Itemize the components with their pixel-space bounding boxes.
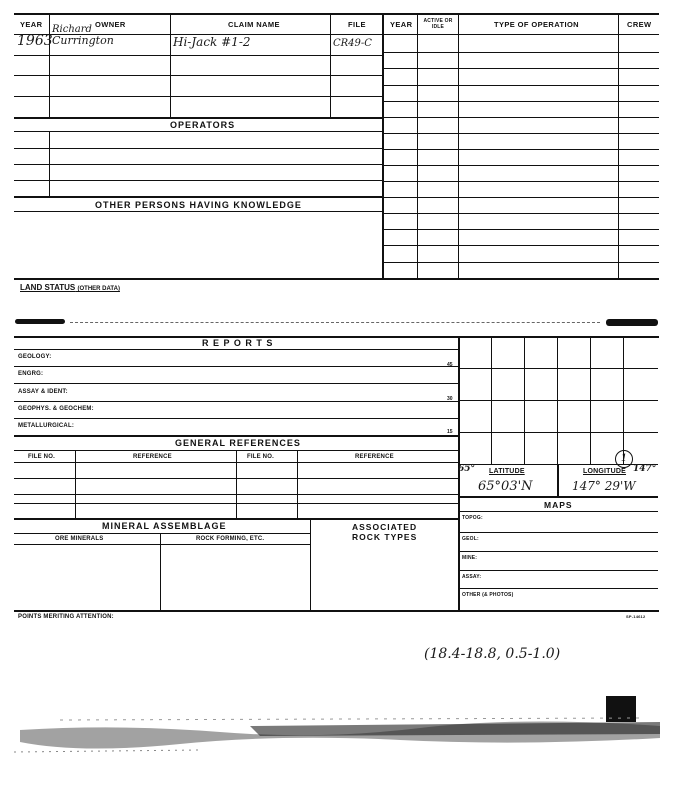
mineral-assemblage-heading: MINERAL ASSEMBLAGE	[102, 521, 227, 531]
row-rule	[14, 518, 458, 520]
row-rule	[382, 85, 659, 86]
lat-prefix: 65°	[458, 464, 476, 474]
top-border	[14, 13, 659, 15]
row-rule	[14, 55, 382, 56]
divider	[70, 322, 600, 323]
divider	[236, 450, 237, 518]
row-rule	[14, 96, 382, 97]
rock-forming-label: ROCK FORMING, ETC.	[196, 536, 265, 542]
entry-year: 1963	[17, 33, 53, 49]
row-rule	[382, 52, 659, 53]
report-assay: ASSAY & IDENT:	[18, 389, 68, 395]
maps-geol: GEOL:	[462, 536, 479, 542]
divider	[49, 13, 50, 117]
entry-owner-first: Richard	[52, 24, 92, 35]
grid-line	[458, 368, 658, 369]
longitude-suffix: 147°	[633, 464, 657, 474]
row-rule	[382, 229, 659, 230]
row-rule	[14, 180, 382, 181]
row-rule	[14, 418, 458, 419]
grid-number: 15	[447, 429, 453, 435]
divider	[170, 13, 171, 117]
reports-heading: R E P O R T S	[202, 338, 274, 348]
ref-reference-1: REFERENCE	[133, 454, 172, 460]
row-rule	[14, 383, 458, 384]
row-rule	[14, 211, 382, 212]
grid-number: 45	[447, 362, 453, 368]
rock-types-heading: ROCK TYPES	[352, 532, 418, 542]
col-owner: OWNER	[95, 20, 126, 29]
longitude-value: 147° 29'W	[572, 479, 636, 493]
row-rule	[14, 544, 310, 545]
report-geophys: GEOPHYS. & GEOCHEM:	[18, 406, 94, 412]
grid-number: 30	[447, 396, 453, 402]
row-rule	[14, 196, 382, 198]
maps-assay: ASSAY:	[462, 574, 482, 580]
row-rule	[458, 570, 658, 571]
entry-file: CR49-C	[333, 38, 372, 49]
divider	[310, 518, 311, 610]
row-rule	[382, 262, 659, 263]
row-rule	[458, 532, 658, 533]
maps-topog: TOPOG:	[462, 515, 483, 521]
report-engrg: ENGRG:	[18, 371, 44, 377]
longitude-label: LONGITUDE	[583, 468, 627, 475]
row-rule	[14, 349, 458, 350]
row-rule	[14, 503, 458, 504]
general-references-heading: GENERAL REFERENCES	[175, 438, 301, 448]
col-type-of-operation: TYPE OF OPERATION	[494, 20, 580, 29]
land-status-heading: LAND STATUS (OTHER DATA)	[20, 283, 120, 292]
divider	[557, 464, 559, 496]
row-rule	[382, 165, 659, 166]
row-rule	[14, 478, 458, 479]
divider-bar	[15, 319, 65, 324]
row-rule	[14, 278, 659, 280]
coordinate-annotation: (18.4-18.8, 0.5-1.0)	[424, 646, 561, 662]
divider	[75, 450, 76, 518]
row-rule	[14, 117, 382, 119]
row-rule	[382, 117, 659, 118]
row-rule	[382, 149, 659, 150]
latitude-label: LATITUDE	[489, 468, 525, 475]
divider	[160, 533, 161, 610]
maps-heading: MAPS	[544, 500, 573, 510]
row-rule	[458, 496, 658, 498]
ref-file-no-2: FILE NO.	[247, 454, 274, 460]
points-meriting-attention: POINTS MERITING ATTENTION:	[18, 614, 114, 620]
grid-line	[458, 400, 658, 401]
row-rule	[382, 101, 659, 102]
other-persons-heading: OTHER PERSONS HAVING KNOWLEDGE	[95, 200, 302, 210]
col-active-or-idle: ACTIVE OR IDLE	[423, 18, 453, 30]
row-rule	[382, 197, 659, 198]
row-rule	[14, 435, 458, 437]
associated-heading: ASSOCIATED	[352, 522, 418, 532]
row-rule	[14, 148, 382, 149]
row-rule	[458, 511, 658, 512]
row-rule	[14, 75, 382, 76]
bottom-rule	[14, 610, 659, 612]
entry-owner-last: Currington	[52, 34, 114, 47]
row-rule	[382, 245, 659, 246]
maps-other: OTHER (& PHOTOS)	[462, 592, 514, 598]
row-rule	[382, 133, 659, 134]
row-rule	[14, 164, 382, 165]
form-code: SP-14612	[626, 614, 646, 619]
entry-claim-name: Hi-Jack #1-2	[173, 35, 251, 49]
maps-mine: MINE:	[462, 555, 478, 561]
divider	[297, 450, 298, 518]
row-rule	[14, 533, 310, 534]
row-rule	[382, 213, 659, 214]
latitude-value: 65°03'N	[478, 479, 533, 494]
circled-number: 1	[615, 450, 633, 468]
divider	[330, 13, 331, 117]
report-geology: GEOLOGY:	[18, 354, 52, 360]
row-rule	[382, 68, 659, 69]
row-rule	[14, 494, 458, 495]
col-file: FILE	[348, 20, 366, 29]
operators-heading: OPERATORS	[170, 120, 236, 130]
row-rule	[14, 366, 458, 367]
report-metallurgical: METALLURGICAL:	[18, 423, 75, 429]
col-claim-name: CLAIM NAME	[228, 20, 280, 29]
scan-noise	[0, 690, 678, 780]
row-rule	[458, 588, 658, 589]
ore-minerals-label: ORE MINERALS	[55, 536, 104, 542]
row-rule	[382, 181, 659, 182]
ref-reference-2: REFERENCE	[355, 454, 394, 460]
ref-file-no-1: FILE NO.	[28, 454, 55, 460]
row-rule	[14, 401, 458, 402]
col-year: YEAR	[20, 20, 43, 29]
col-crew: CREW	[627, 20, 652, 29]
reports-top-rule	[14, 336, 659, 338]
divider-bar	[606, 319, 658, 326]
grid-line	[458, 432, 658, 433]
row-rule	[14, 131, 382, 132]
col-year-2: YEAR	[390, 20, 413, 29]
row-rule	[458, 551, 658, 552]
